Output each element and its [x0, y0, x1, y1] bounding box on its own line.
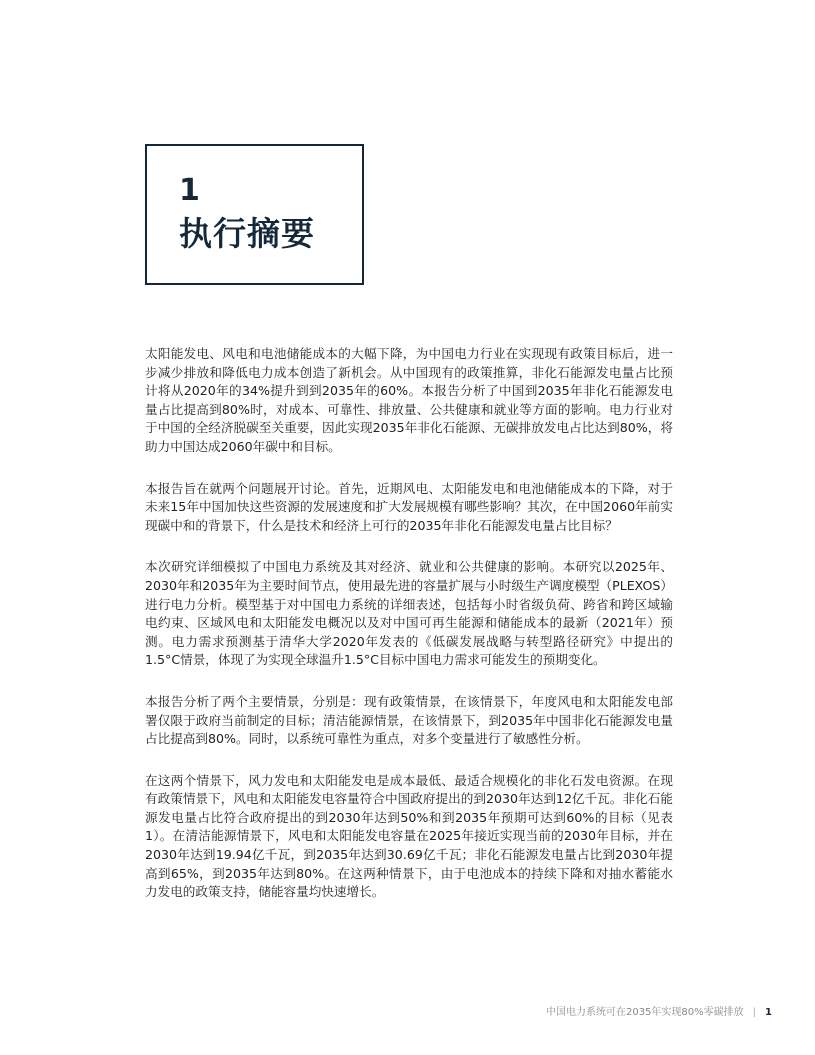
paragraph: 本次研究详细模拟了中国电力系统及其对经济、就业和公共健康的影响。本研究以2025年、2030年和2035年为主要时间节点，使用最先进的容量扩展与小时级生产调度模型（PLEXOS）进行电力分析。模型基于对中国电力系统的详细表述，包括每小时省级负荷、跨省和跨区域输电约束、区域风电和太阳能发电概况以及对中国可再生能源和储能成本的最新（2021年）预测。电力需求预测基于清华大学2020年发表的《低碳发展战略与转型路径研究》中提出的1.5°C情景，体现了为实现全球温升1.5°C目标中国电力需求可能发生的预期变化。	[145, 559, 673, 668]
footer-title: 中国电力系统可在2035年实现80%零碳排放	[545, 1007, 744, 1018]
page-footer	[546, 1003, 772, 1018]
page-number: 1	[765, 1007, 772, 1018]
paragraph: 太阳能发电、风电和电池储能成本的大幅下降，为中国电力行业在实现现有政策目标后，进一步减少排放和降低电力成本创造了新机会。从中国现有的政策推算，非化石能源发电量占比预计将从2020年的34%提升到到2035年的60%。本报告分析了中国到2035年非化石能源发电量占比提高到80%时，对成本、可靠性、排放量、公共健康和就业等方面的影响。电力行业对于中国的全经济脱碳至关重要，因此实现2035年非化石能源、无碳排放发电占比达到80%，将助力中国达成2060年碳中和目标。	[145, 346, 673, 454]
chapter-title: 执行摘要	[179, 214, 315, 253]
chapter-heading-box	[145, 144, 364, 285]
footer-separator: |	[752, 1007, 757, 1018]
paragraph: 在这两个情景下，风力发电和太阳能发电是成本最低、最适合规模化的非化石发电资源。在现有政策情景下，风电和太阳能发电容量符合中国政府提出的到2030年达到12亿千瓦。非化石能源发电量占比符合政府提出的到2030年达到50%和到2035年预期可达到60%的目标（见表1）。在清洁能源情景下，风电和太阳能发电容量在2025年接近实现当前的2030年目标，并在2030年达到19.94亿千瓦，到2035年达到30.69亿千瓦；非化石能源发电量占比到2030年提高到65%，到2035年达到80%。在这两种情景下，由于电池成本的持续下降和对抽水蓄能水力发电的政策支持，储能容量均快速增长。	[145, 772, 673, 900]
chapter-number: 1	[179, 173, 200, 208]
body-text	[145, 345, 673, 925]
paragraph: 本报告旨在就两个问题展开讨论。首先，近期风电、太阳能发电和电池储能成本的下降，对于未来15年中国加快这些资源的发展速度和扩大发展规模有哪些影响？其次，在中国2060年前实现碳中和的背景下，什么是技术和经济上可行的2035年非化石能源发电量占比目标？	[145, 480, 673, 533]
paragraph: 本报告分析了两个主要情景，分别是：现有政策情景，在该情景下，年度风电和太阳能发电部署仅限于政府当前制定的目标；清洁能源情景，在该情景下，到2035年中国非化石能源发电量占比提高到80%。同时，以系统可靠性为重点，对多个变量进行了敏感性分析。	[145, 693, 673, 747]
